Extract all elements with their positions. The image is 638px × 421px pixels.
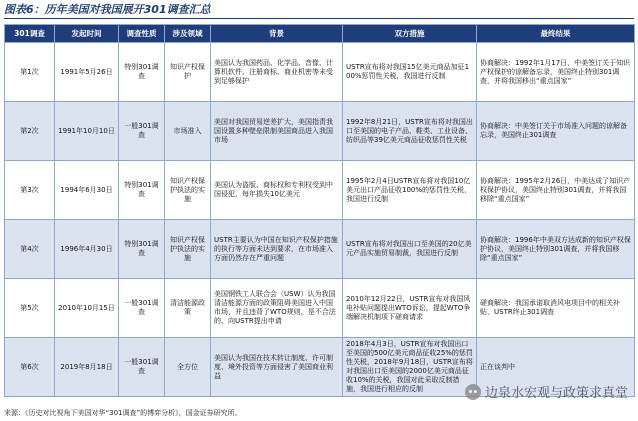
cell-nature: 特别301调查: [119, 161, 165, 220]
header-seq: 301调查: [5, 25, 55, 43]
table-row: [5, 161, 635, 220]
cell-background: 美国认为我国药品、化学品、音像、计算机软件、注册商标、商业机密等未受到足够保护: [211, 43, 343, 102]
table-row: [5, 279, 635, 338]
header-result: 最终结果: [477, 25, 635, 43]
cell-seq: 第6次: [5, 338, 55, 397]
cell-nature: 特别301调查: [119, 43, 165, 102]
cell-measures: USTR宣布将对我国15亿美元商品加征100%惩罚性关税，我国进行反制: [343, 43, 477, 102]
cell-seq: 第5次: [5, 279, 55, 338]
cell-result: 协商解决：1992年1月17日，中美签订关于知识产权保护的谅解备忘录，美国终止特别301调查，并将我国移出“重点国家”: [477, 43, 635, 102]
watermark-text: 边泉水宏观与政策求真堂: [484, 386, 628, 401]
cell-seq: 第4次: [5, 220, 55, 279]
cell-date: 1996年4月30日: [55, 220, 119, 279]
cell-seq: 第3次: [5, 161, 55, 220]
table-row: [5, 220, 635, 279]
cell-date: 2010年10月15日: [55, 279, 119, 338]
cell-date: 2019年8月18日: [55, 338, 119, 397]
cell-result: 协商解决：1995年2月26日，中美达成了知识产权保护协议，美国终止特别301调查，并将我国移除“重点国家”: [477, 161, 635, 220]
cell-field: 清洁能源政策: [165, 279, 211, 338]
header-field: 涉及领域: [165, 25, 211, 43]
cell-measures: 1995年2月4日USTR宣布将对我国10亿美元出口产品征收100%的惩罚性关税，我国进行反制: [343, 161, 477, 220]
cell-measures: 2018年4月3日，USTR宣布对我国出口至美国的500亿美元商品征收25%的惩罚性关税，2018年9月18日，USTR宣布将对我国出口至美国的2000亿美元商品征收10%的关税，我国对此采取反制措施，我国进行相应的反制: [343, 338, 477, 397]
cell-background: 美国对我国贸易逆差扩大，美国指责我国设置多种壁垒限制美国商品进入我国市场: [211, 102, 343, 161]
header-measures: 双方措施: [343, 25, 477, 43]
cell-date: 1991年10月10日: [55, 102, 119, 161]
table-row: [5, 43, 635, 102]
cell-measures: USTR宣布将对我国出口至美国的20亿美元产品实施贸易制裁，我国进行反制: [343, 220, 477, 279]
cell-background: 美国认为我国在技术转让制度、许可制度、境外投资等方面侵害了美国商业利益: [211, 338, 343, 397]
source-note: 来源：《历史对比视角下美国对华“301调查”的博弈分析》，国金证券研究所。: [4, 409, 242, 417]
figure-title: 图表6：历年美国对我国展开301调查汇总: [4, 2, 634, 19]
cell-nature: 一般301调查: [119, 279, 165, 338]
cell-background: 美国钢铁工人联合会（USW）认为我国清洁能源方面的政策阻碍美国进入中国市场，并且违背了WTO规则，是不合法的，向USTR提出申请: [211, 279, 343, 338]
table-row: [5, 102, 635, 161]
section-301-table: [4, 24, 635, 397]
cell-field: 知识产权保护执法的实施: [165, 161, 211, 220]
cell-field: 全方位: [165, 338, 211, 397]
cell-seq: 第1次: [5, 43, 55, 102]
cell-date: 1991年5月26日: [55, 43, 119, 102]
cell-field: 市场准入: [165, 102, 211, 161]
cell-result: 协商解决：中美签订关于市场准入问题的谅解备忘录，美国终止301调查: [477, 102, 635, 161]
header-nature: 调查性质: [119, 25, 165, 43]
cell-seq: 第2次: [5, 102, 55, 161]
header-date: 发起时间: [55, 25, 119, 43]
wechat-icon: [465, 384, 481, 400]
cell-nature: 一般301调查: [119, 338, 165, 397]
cell-background: USTR主要认为中国在知识产权保护措施的执行等方面未达到要求，在市场准入方面仍然存在严重问题: [211, 220, 343, 279]
cell-date: 1994年6月30日: [55, 161, 119, 220]
cell-field: 知识产权保护执法的实施: [165, 220, 211, 279]
header-background: 背景: [211, 25, 343, 43]
watermark: [465, 382, 628, 401]
cell-measures: 1992年8月21日，USTR宣布将对我国出口至美国的电子产品、鞋类、工业设备、纺织品等39亿美元商品征收惩罚性关税: [343, 102, 477, 161]
cell-nature: 一般301调查: [119, 102, 165, 161]
cell-field: 知识产权保护: [165, 43, 211, 102]
cell-result: 正在谈判中: [477, 338, 635, 397]
cell-result: 磋商解决：我国承诺取消风电项目中的相关补贴，USTR终止301调查: [477, 279, 635, 338]
table-header-row: [5, 25, 635, 43]
cell-nature: 特别301调查: [119, 220, 165, 279]
cell-measures: 2010年12月22日，USTR宣布对我国风电补贴问题提出WTO诉讼，提起WTO争端解决机制项下磋商请求: [343, 279, 477, 338]
cell-background: 美国认为盗版、商标权和专利权受到中国侵犯，每年损失10亿美元: [211, 161, 343, 220]
cell-result: 协商解决：1996年中美双方达成新的知识产权保护协议，美国终止特别301调查，并将我国移除“重点国家”: [477, 220, 635, 279]
